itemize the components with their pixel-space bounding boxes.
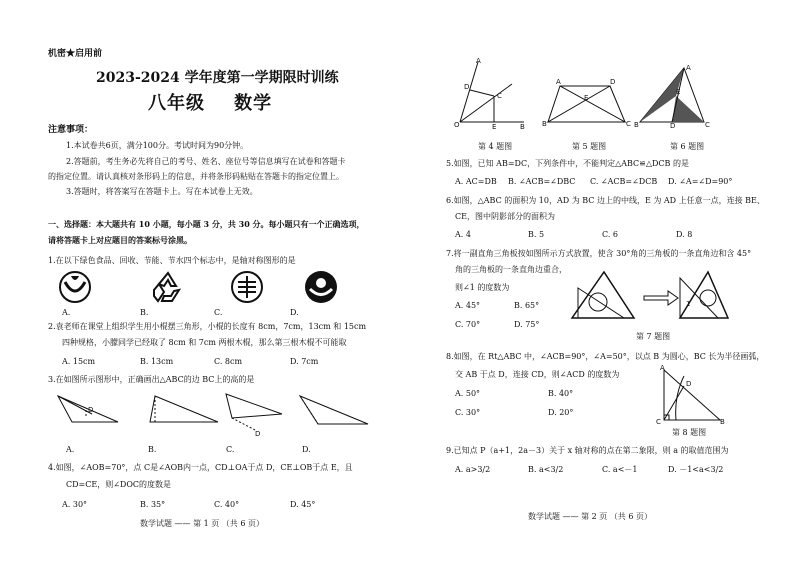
q7-option-a: A. 45° (455, 301, 481, 310)
q8-label: C (656, 418, 661, 426)
q2-option-b: B. 13cm (140, 357, 174, 366)
question-8-stem: 交 AB 于点 D，连接 CD，则∠ACD 的度数为 (455, 370, 620, 379)
question-9-stem: 9.已知点 P（a+1，2a－3）关于 x 轴对称的点在第二象限，则 a 的取值范围为 (446, 446, 729, 455)
q6-label: E (676, 88, 681, 96)
q6-option-a: A. 4 (455, 230, 471, 239)
q6-label: C (705, 121, 710, 129)
q1-option-d: D. (290, 308, 299, 317)
q3-option-a: A. (66, 445, 75, 454)
question-2-stem: 四种规格，小朦同学已经取了 8cm 和 7cm 两根木棍，那么第三根木棍不可能取 (62, 338, 347, 347)
q4-label: D (464, 83, 470, 91)
fig-caption: 第 4 题图 (478, 142, 513, 151)
exam-title: 2023-2024 学年度第一学期限时训练 (96, 70, 339, 86)
q7-angle-label: 1 (686, 300, 691, 308)
q7-option-c: C. 70° (455, 320, 481, 329)
page-footer: 数学试题 —— 第 2 页 （共 6 页） (528, 512, 652, 521)
q4-label: B (520, 123, 525, 131)
notes-heading: 注意事项： (48, 125, 94, 135)
q6-figure (632, 64, 712, 128)
q6-option-c: C. 6 (602, 230, 619, 239)
q3-option-c: C. (226, 445, 235, 454)
q8-option-d: D. 20° (548, 408, 574, 417)
q8-option-c: C. 30° (455, 408, 481, 417)
q8-label: D (686, 380, 692, 388)
q3-label: D (88, 406, 94, 414)
q6-option-b: B. 5 (528, 230, 545, 239)
note-line: 3.答题时，将答案写在答题卡上。写在本试卷上无效。 (66, 187, 258, 196)
q2-option-a: A. 15cm (62, 357, 96, 366)
q3-option-b: B. (148, 445, 157, 454)
q6-option-d: D. 8 (676, 230, 693, 239)
q3-option-d: D. (302, 445, 311, 454)
q4-option-c: C. 40° (214, 500, 240, 509)
q1-option-b: B. (140, 308, 149, 317)
q8-label: B (720, 418, 725, 426)
question-4-stem: CD=CE，则∠DOC的度数是 (66, 480, 171, 489)
q7-figure (568, 268, 738, 324)
q4-label: E (492, 123, 497, 131)
fig-caption: 第 5 题图 (572, 142, 607, 151)
question-2-stem: 2.袁老师在课堂上组织学生用小棍摆三角形，小棍的长度有 8cm，7cm，13cm 和 15cm (48, 322, 367, 331)
q5-label: B (542, 120, 547, 128)
q1-option-a: A. (62, 308, 71, 317)
q3-figures (50, 388, 380, 438)
confidential-mark: 机密★启用前 (48, 49, 103, 59)
question-5-stem: 5.如图，已知 AB=DC，下列条件中，不能判定△ABC≌△DCB 的是 (446, 159, 689, 168)
q3-label: D (255, 430, 261, 438)
q4-label: O (454, 121, 460, 129)
question-7-stem: 角的三角板的一条直角边重合， (455, 265, 567, 274)
fig-caption: 第 6 题图 (670, 142, 705, 151)
q5-label: C (626, 120, 631, 128)
q4-option-a: A. 30° (62, 500, 88, 509)
q7-option-d: D. 75° (514, 320, 540, 329)
exam-subtitle: 八年级 数学 (148, 93, 273, 114)
note-line: 的指定位置。请认真核对条形码上的信息，并将条形码粘贴在答题卡的指定位置上。 (48, 172, 344, 181)
q8-option-b: B. 40° (548, 389, 574, 398)
question-6-stem: CE，图中阴影部分的面积为 (455, 212, 555, 221)
q6-label: A (686, 64, 691, 72)
q9-option-b: B. a<3/2 (528, 465, 564, 474)
fig-caption: 第 8 题图 (672, 428, 707, 437)
q5-label: A (556, 78, 561, 86)
q5-option-a: A. AC=DB (455, 177, 497, 186)
note-line: 1.本试卷共6页，满分100分。考试时间为90分钟。 (66, 141, 249, 150)
q7-option-b: B. 65° (514, 301, 540, 310)
q5-label: D (610, 78, 616, 86)
question-8-stem: 8.如图，在 Rt△ABC 中，∠ACB=90°，∠A=50°，以点 B 为圆心，BC 长为半径画弧， (446, 352, 765, 361)
question-4-stem: 4.如图，∠AOB=70°，点 C是∠AOB内一点，CD⊥OA于点 D，CE⊥OB于点 E，且 (48, 463, 353, 472)
section-heading: 请将答题卡上对应题目的答案标号涂黑。 (48, 235, 192, 245)
question-7-stem: 7.将一副直角三角板按如图所示方式放置，使含 30°角的三角板的一条直角边和含 45° (446, 249, 752, 258)
fig-caption: 第 7 题图 (636, 332, 671, 341)
q5-label: E (584, 94, 589, 102)
q4-option-d: D. 45° (290, 500, 316, 509)
question-7-stem: 则∠1 的度数为 (455, 283, 510, 292)
note-line: 2.答题前，考生务必先将自己的考号、姓名、座位号等信息填写在试卷和答题卡 (66, 157, 346, 166)
page-footer: 数学试题 —— 第 1 页 （共 6 页） (140, 519, 264, 528)
q1-option-c: C. (214, 308, 223, 317)
q4-label: A (476, 57, 481, 65)
q2-option-c: C. 8cm (214, 357, 243, 366)
q4-figure (452, 57, 532, 131)
q9-option-a: A. a>3/2 (455, 465, 491, 474)
section-heading: 一、选择题：本大题共有 10 小题，每小题 3 分，共 30 分。每小题只有一个正确选项， (48, 219, 365, 229)
q6-label: B (634, 121, 639, 129)
q8-figure (654, 366, 726, 424)
q5-option-d: D. ∠A=∠D=90° (668, 177, 733, 186)
q8-label: A (660, 364, 665, 372)
q2-option-d: D. 7cm (290, 357, 319, 366)
q4-option-b: B. 35° (140, 500, 166, 509)
q8-option-a: A. 50° (455, 389, 481, 398)
q5-figure (540, 78, 635, 128)
q6-label: D (670, 122, 676, 130)
q4-label: C (497, 92, 502, 100)
question-1-stem: 1.在以下绿色食品、回收、节能、节水四个标志中，是轴对称图形的是 (48, 256, 296, 265)
question-6-stem: 6.如图，△ABC 的面积为 10，AD 为 BC 边上的中线，E 为 AD 上任意一点，连接 BE、 (446, 196, 765, 205)
q5-option-c: C. ∠ACB=∠DCB (590, 177, 658, 186)
question-3-stem: 3.在如图所示图形中，正确画出△ABC的边 BC上的高的是 (48, 375, 255, 384)
q9-option-d: D. －1<a<3/2 (668, 465, 724, 474)
q9-option-c: C. a<－1 (602, 465, 638, 474)
q5-option-b: B. ∠ACB=∠DBC (508, 177, 576, 186)
